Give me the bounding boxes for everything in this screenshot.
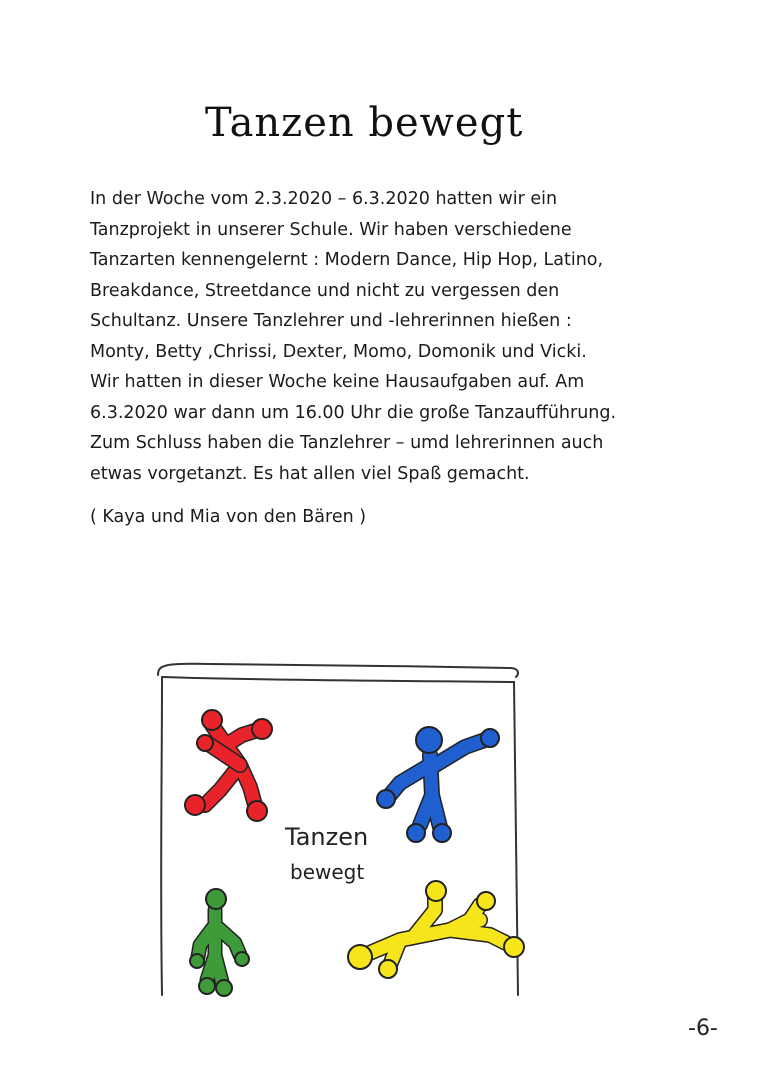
article-line: In der Woche vom 2.3.2020 – 6.3.2020 hatten wir ein — [90, 189, 558, 209]
page-number: -6- — [688, 1016, 718, 1041]
article-line: Tanzprojekt in unserer Schule. Wir haben verschiedene — [90, 219, 572, 240]
blue-dancer-figure — [377, 727, 499, 842]
green-dancer-figure — [190, 889, 249, 996]
article-line: Breakdance, Streetdance und nicht zu vergessen den — [90, 280, 560, 301]
article-line: Tanzarten kennengelernt : Modern Dance, Hip Hop, Latino, — [90, 250, 604, 270]
article-line: 6.3.2020 war dann um 16.00 Uhr die große Tanzaufführung. — [90, 402, 617, 423]
article-body — [90, 184, 710, 489]
yellow-dancer-figure — [348, 881, 524, 978]
red-dancer-figure — [185, 710, 272, 821]
dance-drawing — [150, 655, 530, 1015]
drawing-caption-line2: bewegt — [290, 860, 365, 884]
article-line: Monty, Betty ,Chrissi, Dexter, Momo, Domonik und Vicki. — [90, 341, 587, 362]
article-line: Schultanz. Unsere Tanzlehrer und -lehrerinnen hießen : — [90, 311, 572, 331]
page-title: Tanzen bewegt — [205, 100, 524, 146]
article-line: Zum Schluss haben die Tanzlehrer – umd lehrerinnen auch — [90, 433, 604, 453]
article-line: Wir hatten in dieser Woche keine Hausaufgaben auf. Am — [90, 372, 585, 392]
article-author: ( Kaya und Mia von den Bären ) — [90, 507, 367, 527]
article-line: etwas vorgetanzt. Es hat allen viel Spaß gemacht. — [90, 463, 530, 484]
drawing-caption-line1: Tanzen — [285, 823, 369, 851]
